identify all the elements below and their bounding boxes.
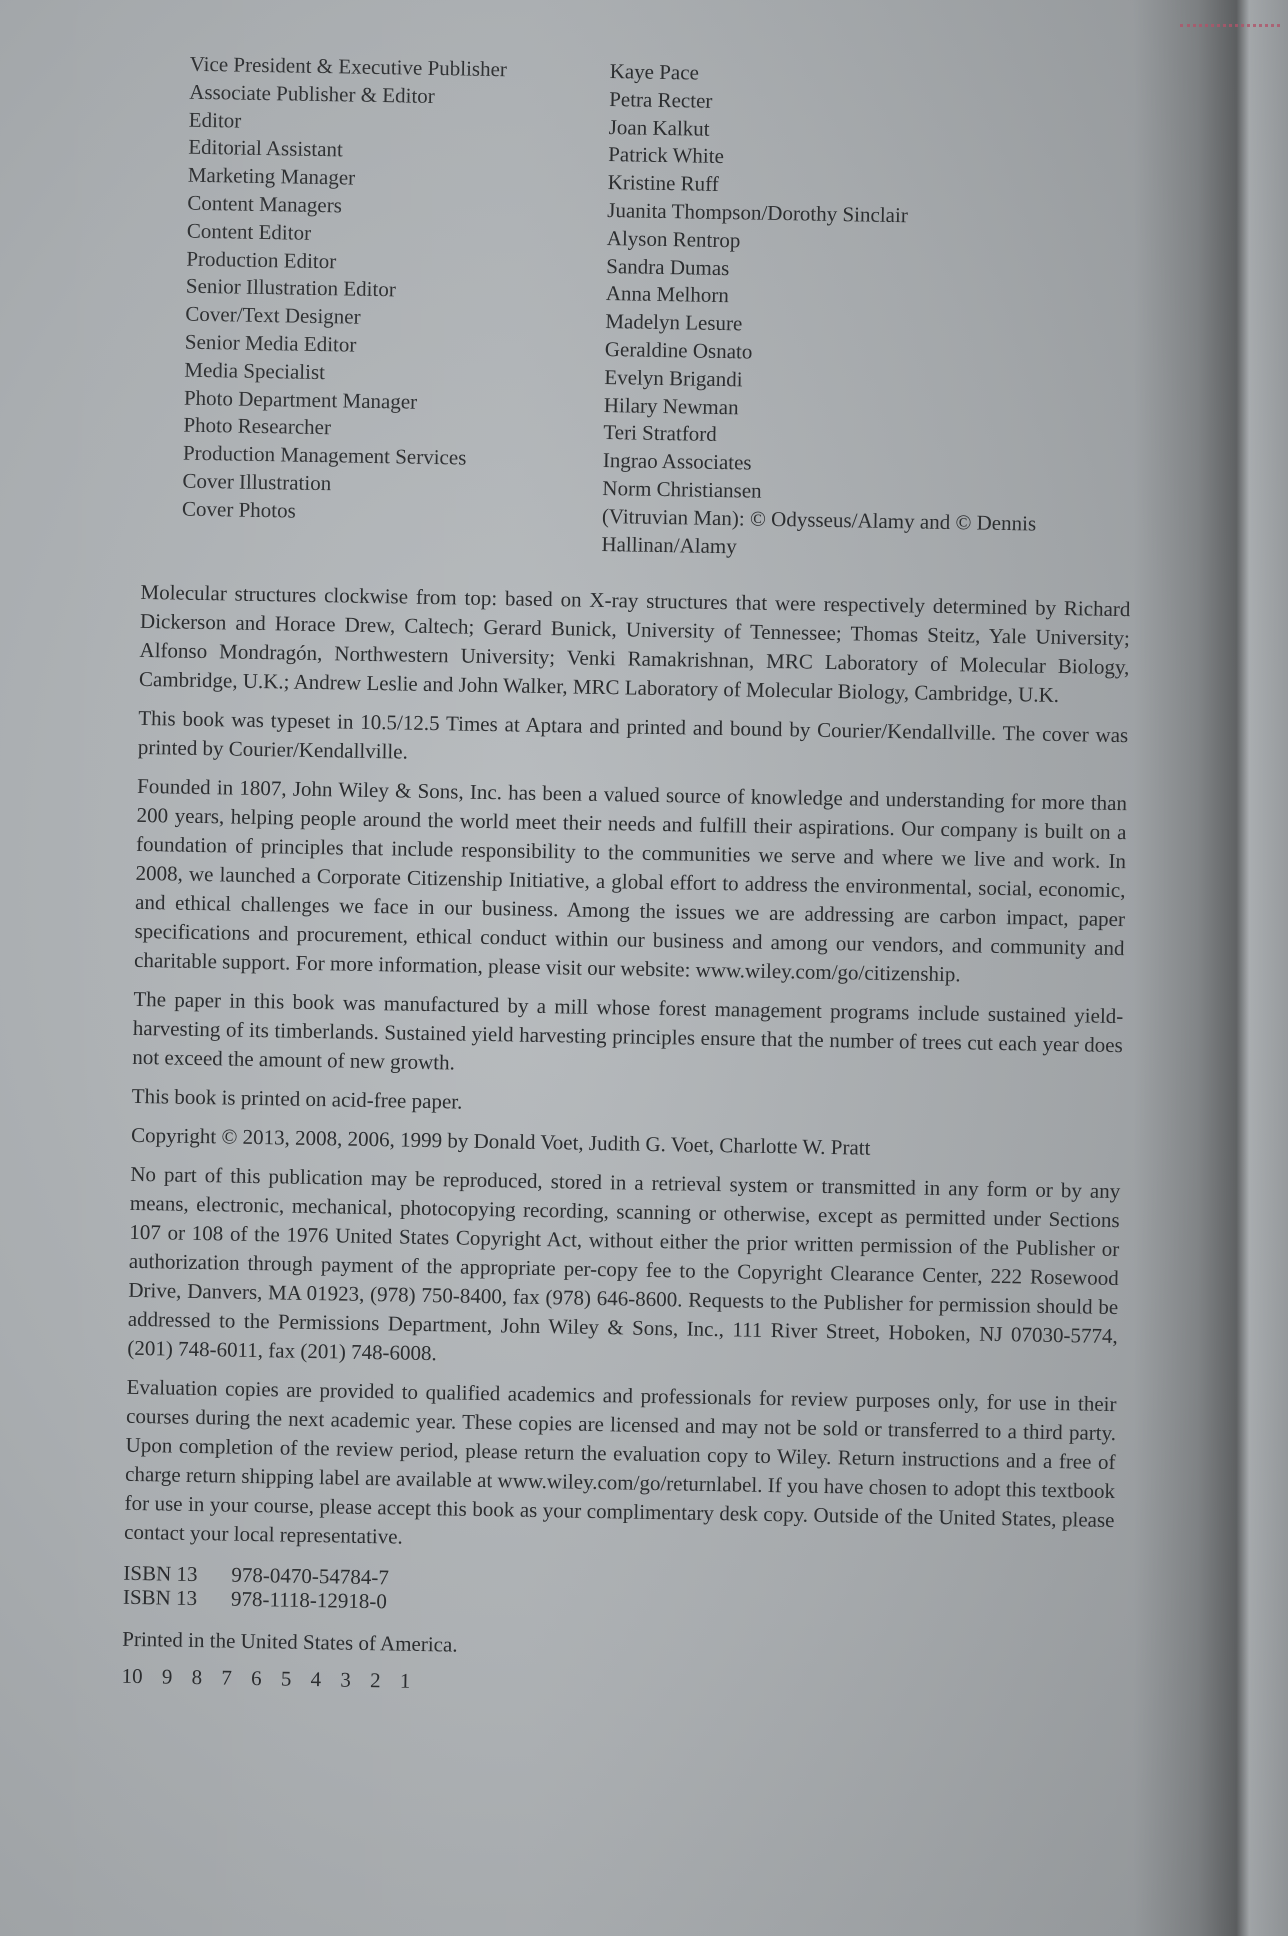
credit-role: Editor xyxy=(188,107,242,133)
credit-name: Kaye Pace xyxy=(609,59,700,85)
credit-role: Photo Department Manager xyxy=(183,385,418,414)
credit-role: Production Management Services xyxy=(182,440,467,470)
credit-name: Evelyn Brigandi xyxy=(604,364,743,392)
credit-role: Cover Photos xyxy=(181,496,296,523)
typeset-paragraph: This book was typeset in 10.5/12.5 Times at Aptara and printed and bound by Courier/Kendallville. The cover was printed by Courier/Kendallville. xyxy=(137,706,1129,764)
credit-name: Norm Christiansen xyxy=(602,475,762,503)
credit-name: Alyson Rentrop xyxy=(606,225,741,253)
credit-name: Sandra Dumas xyxy=(606,253,730,280)
credit-role: Production Editor xyxy=(186,246,337,273)
credit-role: Editorial Assistant xyxy=(188,135,344,162)
evaluation-paragraph: Evaluation copies are provided to qualified academics and professionals for review purposes only, for use in their courses during the next academic year. These copies are licensed and may not be sold or transferred to a third party. Upon completion of the review period, please return the evaluation copy to Wiley. Return instructions and a free of charge return shipping label are available at www.wiley.com/go/returnlabel. If you have chosen to adopt this textbook for use in your course, please accept this book as your complimentary desk copy. Outside of the United States, please contact your local representative. xyxy=(123,1375,1117,1549)
credit-name: Petra Recter xyxy=(609,86,713,113)
credit-role: Senior Media Editor xyxy=(184,329,357,357)
credit-role: Media Specialist xyxy=(184,357,326,384)
acid-free-paragraph: This book is printed on acid-free paper. xyxy=(131,1084,463,1114)
credit-role: Vice President & Executive Publisher xyxy=(189,51,508,82)
isbn-value: 978-0470-54784-7 xyxy=(231,1562,390,1590)
credit-role: Cover Illustration xyxy=(182,468,332,496)
isbn-label: ISBN 13 xyxy=(123,1561,198,1587)
credit-role: Photo Researcher xyxy=(183,413,332,440)
credit-role: Senior Illustration Editor xyxy=(185,274,397,302)
credit-name: Ingrao Associates xyxy=(602,448,752,475)
copyright-page-content xyxy=(121,50,1139,1706)
founded-paragraph: Founded in 1807, John Wiley & Sons, Inc. has been a valued source of knowledge and understanding for more than 200 years, helping people around the world meet their needs and fulfill their aspirations. Our company is built on a foundation of principles that include responsibility to the communities we serve and where we live and work. In 2008, we launched a Corporate Citizenship Initiative, a global effort to address the environmental, social, economic, and ethical challenges we face in our business. Among the issues we are addressing are carbon impact, paper specifications and procurement, ethical conduct within our business and among our vendors, and community and charitable support. For more information, please visit our website: www.wiley.com/go/citizenship. xyxy=(133,774,1128,987)
credit-role: Cover/Text Designer xyxy=(185,301,361,329)
credit-name: Joan Kalkut xyxy=(608,114,710,141)
credit-name: Geraldine Osnato xyxy=(604,336,753,364)
credit-name: Madelyn Lesure xyxy=(605,309,743,336)
credit-name: Anna Melhorn xyxy=(605,281,730,308)
copyright-line: Copyright © 2013, 2008, 2006, 1999 by Donald Voet, Judith G. Voet, Charlotte W. Pratt xyxy=(130,1123,871,1161)
credit-name: Teri Stratford xyxy=(603,420,718,447)
print-line-numbers: 10 9 8 7 6 5 4 3 2 1 xyxy=(121,1664,411,1694)
credit-name: Hilary Newman xyxy=(603,392,739,419)
credit-name: (Vitruvian Man): © Odysseus/Alamy and © Dennis Hallinan/Alamy xyxy=(601,503,1037,558)
credit-name: Juanita Thompson/Dorothy Sinclair xyxy=(607,197,909,228)
credit-role: Content Editor xyxy=(186,218,312,245)
credit-name: Patrick White xyxy=(608,142,725,169)
credit-role: Marketing Manager xyxy=(187,162,356,190)
isbn-label: ISBN 13 xyxy=(122,1585,198,1611)
paper-paragraph: The paper in this book was manufactured by a mill whose forest management programs include sustained yield-harvesting of its timberlands. Sustained yield harvesting principles ensure that the number of trees cut each year does not exceed the amount of new growth. xyxy=(132,987,1124,1075)
no-part-paragraph: No part of this publication may be reproduced, stored in a retrieval system or transmitted in any form or by any means, electronic, mechanical, photocopying recording, scanning or otherwise, except as permitted under Sections 107 or 108 of the 1976 United States Copyright Act, without either the prior written permission of the Publisher or authorization through payment of the appropriate per-copy fee to the Copyright Clearance Center, 222 Rosewood Drive, Danvers, MA 01923, (978) 750-8400, fax (978) 646-8600. Requests to the Publisher for permission should be addressed to the Permissions Department, John Wiley & Sons, Inc., 111 River Street, Hoboken, NJ 07030-5774, (201) 748-6011, fax (201) 748-6008. xyxy=(127,1162,1121,1366)
molecular-structures-paragraph: Molecular structures clockwise from top: based on X-ray structures that were respectively determined by Richard Dickerson and Horace Drew, Caltech; Gerard Bunick, University of Tennessee; Thomas Steitz, Yale University; Alfonso Mondragón, Northwestern University; Venki Ramakrishnan, MRC Laboratory of Molecular Biology, Cambridge, U.K.; Andrew Leslie and John Walker, MRC Laboratory of Molecular Biology, Cambridge, U.K. xyxy=(138,580,1131,708)
credits-list xyxy=(181,51,1140,568)
isbn-value: 978-1118-12918-0 xyxy=(230,1586,388,1614)
printed-in-line: Printed in the United States of America. xyxy=(122,1627,458,1657)
credit-role: Content Managers xyxy=(187,190,343,218)
credit-name: Kristine Ruff xyxy=(607,170,719,197)
isbn-block xyxy=(123,1561,1114,1626)
page-edge-dots xyxy=(1180,24,1280,33)
credit-role: Associate Publisher & Editor xyxy=(189,79,436,108)
